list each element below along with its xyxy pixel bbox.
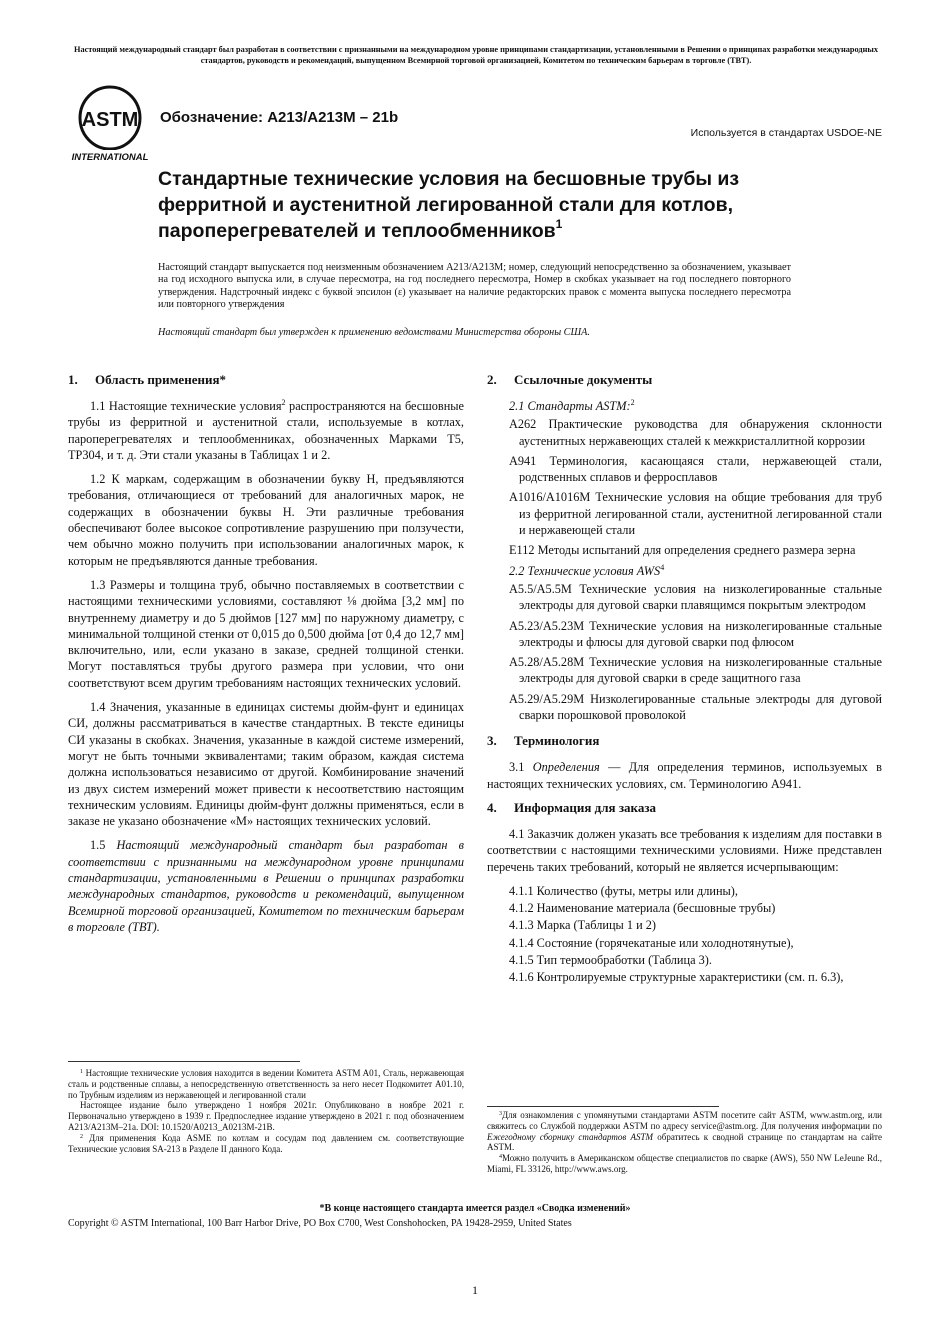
item-4-1-3: 4.1.3 Марка (Таблицы 1 и 2) [509, 918, 656, 933]
ref-a262: A262 Практические руководства для обнаружения склонности аустенитных нержавеющих сталей к межкристаллитной коррозии [509, 417, 882, 448]
ref-a5-29: A5.29/A5.29M Низколегированные стальные электроды для дуговой сварки порошковой проволокой [509, 691, 882, 723]
section-2-heading: 2. Ссылочные документы [487, 372, 653, 387]
para-1-4: 1.4 Значения, указанные в единицах системы дюйм-фунт и единицах СИ, должны рассматриваться в качестве стандартных. В тексте единицы СИ указаны в скобках. Значения, указанные в каждой системе измерений, могут не быть точными эквивалентами; таким образом, каждая система должна использоваться независимо от другой. Комбинирование значений из двух систем измерений может привести к несоответствию настоящим техническим условиям. Единицы дюйм-фунт должны применяться, если в заказе не указано обозначение «M» настоящих технических условий. [68, 700, 464, 829]
para-1-1: 1.1 Настоящие технические условия$^2$ распространяются на бесшовные трубы из ферритной и аустенитной стали, используемые в котлах, пароперегревателях и теплообменниках, обозначенных Марками T5, TP304, и т. д. Эти стали указаны в Таблицах 1 и 2. [68, 398, 464, 462]
copyright: Copyright © ASTM International, 100 Barr Harbor Drive, PO Box C700, West Conshohocken, PA 19428-2959, United States [68, 1218, 572, 1229]
astm-logo [68, 84, 152, 164]
title-footnote-ref: 1 [555, 217, 563, 231]
para-1-2: 1.2 К маркам, содержащим в обозначении букву H, предъявляются требования, отличающиеся от требований для аналогичных марок, не содержащих в обозначении буквы H. Эти различные требования обеспечивают более высокое сопротивление разрушению при ползучести, чем обычно можно получить при использовании аналогичных марок, к которым не предъявляются данные требования. [68, 472, 464, 568]
designation: Обозначение: A213/A213M – 21b [160, 109, 399, 126]
para-4-1: 4.1 Заказчик должен указать все требования к изделиям для поставки в соответствии с настоящими техническими условиями. Ниже представлен перечень таких требований, который не является исчерпывающим: [487, 826, 882, 874]
item-4-1-5: 4.1.5 Тип термообработки (Таблица 3). [509, 953, 712, 968]
right-column [487, 372, 882, 987]
logo-subtext: INTERNATIONAL [71, 152, 149, 163]
footnote-1: $^1$ Настоящие технические условия находится в ведении Комитета ASTM A01, Сталь, нержавеющая сталь и родственные сплавы, а непосредственную ответственность за него несет Подкомитет A01.10, по Трубным изделиям из нержавеющей и легированной стали [68, 1068, 464, 1100]
section-4-heading: 4. Информация для заказа [487, 799, 657, 815]
document-title [158, 166, 838, 244]
footnote-rule-right [487, 1106, 719, 1107]
approval-notice: Настоящий стандарт был утвержден к применению ведомствами Министерства обороны США. [158, 327, 590, 338]
footnote-4: $^4$Можно получить в Американском обществе специалистов по сварке (AWS), 550 NW LeJeune Rd., Miami, FL 33126, http://www.aws.org. [487, 1153, 882, 1174]
ref-a1016: A1016/A1016M Технические условия на общие требования для труб из ферритной легированной стали, аустенитной легированной стали и нержавеющей стали [509, 490, 882, 538]
ref-a5-28: A5.28/A5.28M Технические условия на низколегированные стальные электроды для дуговой сварки в среде защитного газа [509, 655, 882, 686]
ref-a941: A941 Терминология, касающаяся стали, нержавеющей стали, родственных сплавов и ферросплавов [509, 453, 882, 485]
para-3-1: 3.1 Определения — Для определения терминов, используемых в настоящих технических условиях, см. Терминологию A941. [487, 760, 882, 791]
issuance-notice: Настоящий стандарт выпускается под неизменным обозначением A213/A213M; номер, следующий непосредственно за обозначением, указывает на год исходного выпуска или, в случае пересмотра, на год последнего пересмотра, Номер в скобках указывает на год последнего повторного утверждения. Надстрочный индекс с буквой эпсилон (ε) указывает на наличие редакторских правок с момента выпуска последнего пересмотра или повторного утверждения [158, 262, 791, 310]
item-4-1-2: 4.1.2 Наименование материала (бесшовные трубы) [509, 901, 776, 916]
logo-text: ASTM [81, 109, 139, 131]
ref-e112: E112 Методы испытаний для определения среднего размера зерна [509, 543, 856, 558]
used-in-standards: Используется в стандартах USDOE-NE [690, 127, 882, 139]
ref-a5-5: A5.5/A5.5M Технические условия на низколегированные стальные электроды для дуговой сварки плавящимся покрытым электродом [509, 581, 882, 613]
footnote-rule-left [68, 1061, 300, 1062]
changes-note: *В конце настоящего стандарта имеется раздел «Сводка изменений» [319, 1203, 631, 1214]
footnote-1-edition: Настоящее издание было утверждено 1 ноября 2021г. Опубликовано в ноябре 2021 г. Первоначально утверждено в 1939 г. Предпоследнее издание утверждено в 2021 г. под обозначением A213/A213M–21a. DOI: 10.1520/A0213_A0213M-21B. [68, 1100, 464, 1132]
footnote-2: $^2$ Для применения Кода ASME по котлам и сосудам под давлением см. соответствующие Технические условия SA-213 в Разделе II данного Кода. [68, 1132, 464, 1154]
title-text: Стандартные технические условия на бесшовные трубы из ферритной и аустенитной легированной стали для котлов, пароперегревателей и теплообменников [158, 168, 740, 242]
astm-standards-heading: 2.1 Стандарты ASTM:$^2$ [509, 398, 635, 413]
item-4-1-4: 4.1.4 Состояние (горячекатаные или холоднотянутые), [509, 935, 794, 950]
ref-a5-23: A5.23/A5.23M Технические условия на низколегированные стальные электроды и флюсы для дуговой сварки под флюсом [509, 618, 882, 649]
footnotes-right [487, 1110, 882, 1175]
para-1-5: 1.5 Настоящий международный стандарт был разработан в соответствии с признанными на международном уровне принципами стандартизации, установленными в Решении о принципах разработки международных стандартов, руководств и рекомендаций, выпущенном Всемирной торговой организацией, Комитетом по техническим барьерам в торговле (ТВТ). [68, 838, 464, 934]
footnote-3: $^3$Для ознакомления с упомянутыми стандартами ASTM посетите сайт ASTM, www.astm.org, или свяжитесь со Службой поддержки ASTM по адресу service@astm.org. Для получения информации по Ежегодному сборнику стандартов ASTM обратитесь к сводной странице по стандартам на сайте ASTM. [487, 1110, 882, 1153]
section-3-heading: 3. Терминология [487, 733, 600, 749]
page-number: 1 [472, 1283, 478, 1297]
section-1-heading: 1. Область применения* [68, 372, 226, 387]
top-notice: Настоящий международный стандарт был разработан в соответствии с признанными на международном уровне принципами стандартизации, установленными в Решении о принципах разработки международных стандартов, руководств и рекомендаций, выпущенном Всемирной торговой организацией, Комитетом по техническим барьерам в торговле (ТВТ). [74, 45, 878, 65]
left-column [68, 372, 464, 943]
footnotes-left [68, 1068, 464, 1154]
item-4-1-6: 4.1.6 Контролируемые структурные характеристики (см. п. 6.3), [509, 970, 844, 985]
aws-standards-heading: 2.2 Технические условия AWS$^4$ [509, 562, 665, 578]
item-4-1-1: 4.1.1 Количество (футы, метры или длины), [509, 883, 738, 898]
para-1-3: 1.3 Размеры и толщина труб, обычно поставляемых в соответствии с настоящими техническими условиями, составляют ⅛ дюйма [3,2 мм] по внутреннему диаметру и до 5 дюймов [127 мм] по наружному диаметру, с минимальной толщиной стенки от 0,015 до 0,500 дюйма [от 0,4 до 12,7 мм] включительно, или, если указано в заказе, средней толщиной стенки. Могут поставляться трубы другого размера при условии, что они соответствуют всем другим требованиям настоящих технических условий. [68, 577, 464, 690]
